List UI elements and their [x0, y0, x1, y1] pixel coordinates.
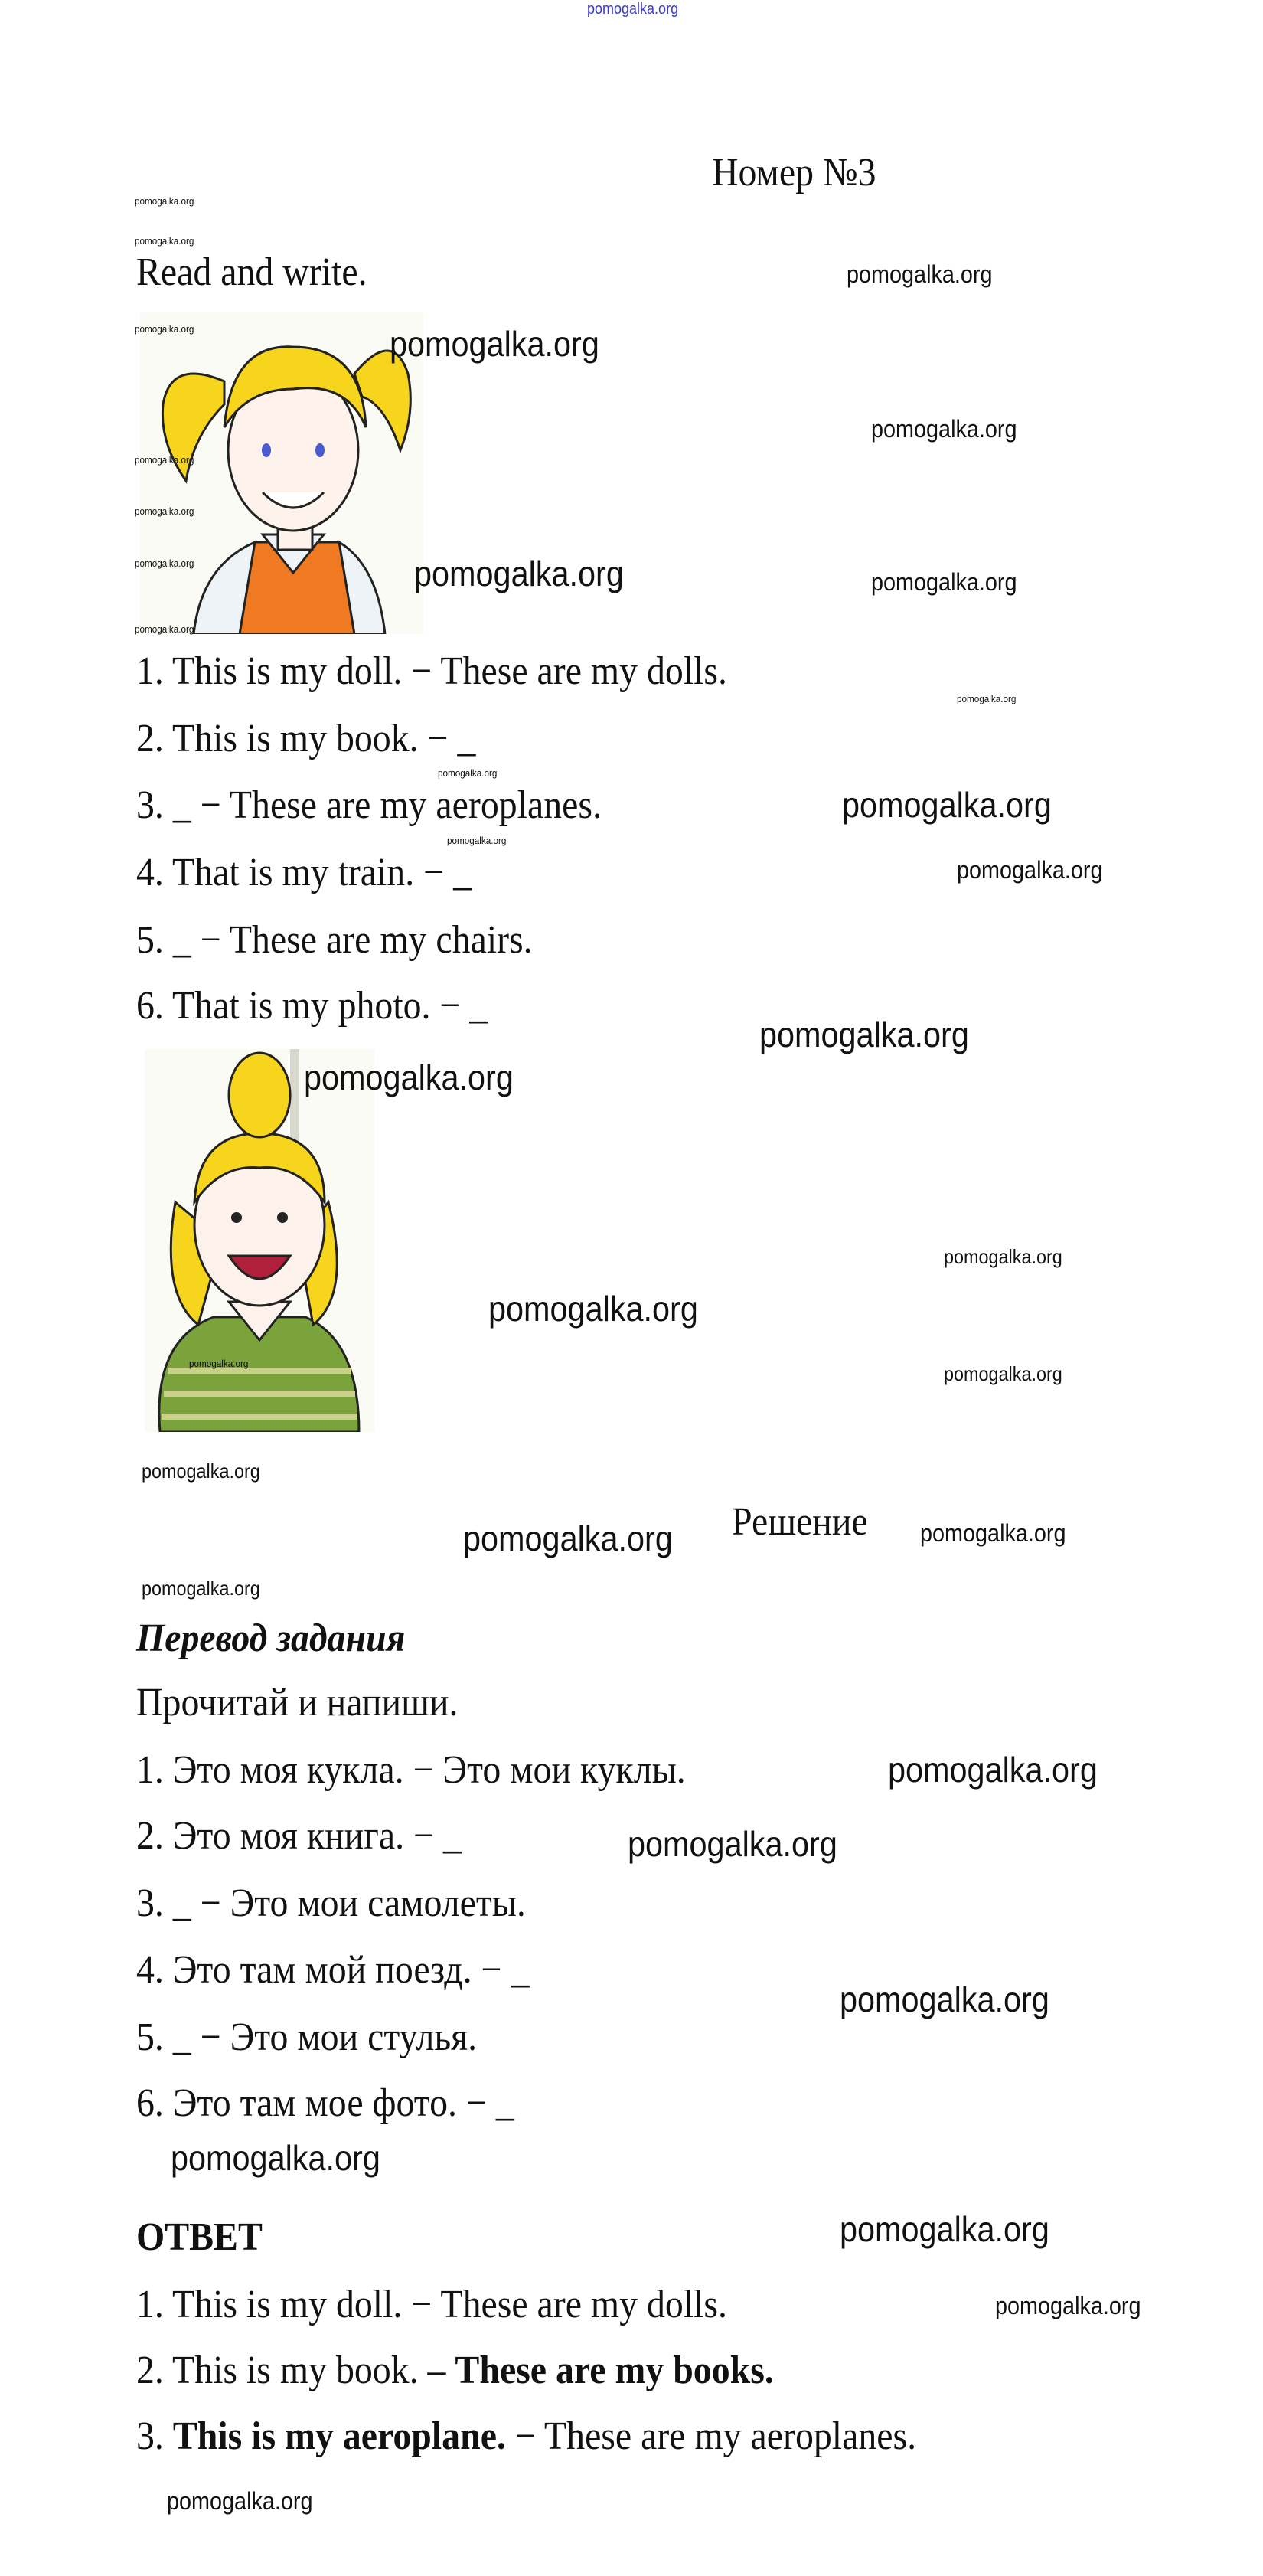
task-line-1: 1. This is my doll. − These are my dolls. [136, 649, 728, 693]
watermark: pomogalka.org [142, 1460, 260, 1483]
task-line-5: 5. _ − These are my chairs. [136, 918, 533, 962]
watermark: pomogalka.org [135, 557, 194, 569]
answer-3-prefix: 3. [136, 2414, 173, 2458]
watermark: pomogalka.org [920, 1519, 1066, 1547]
answer-line-1 [136, 2282, 727, 2328]
watermark: pomogalka.org [135, 235, 194, 247]
solution-title: Решение [732, 1500, 868, 1544]
watermark: pomogalka.org [447, 835, 507, 846]
watermark: pomogalka.org [135, 454, 194, 466]
answer-2-given: 2. This is my book. – [136, 2349, 455, 2392]
watermark: pomogalka.org [842, 785, 1052, 825]
translation-line-1: 1. Это моя кукла. − Это мои куклы. [136, 1748, 686, 1792]
translation-line-6: 6. Это там мое фото. − _ [136, 2081, 514, 2125]
translation-instruction: Прочитай и напиши. [136, 1681, 459, 1724]
watermark: pomogalka.org [628, 1824, 837, 1864]
answer-3-given: − These are my aeroplanes. [505, 2414, 917, 2458]
watermark: pomogalka.org [135, 623, 194, 635]
translation-line-2: 2. Это моя книга. − _ [136, 1814, 462, 1858]
task-instruction: Read and write. [136, 250, 367, 294]
watermark: pomogalka.org [840, 1979, 1049, 2019]
answer-1-text: 1. This is my doll. − These are my dolls. [136, 2283, 728, 2326]
task-line-2: 2. This is my book. − _ [136, 717, 476, 760]
watermark: pomogalka.org [759, 1015, 969, 1054]
answer-heading: ОТВЕТ [136, 2215, 263, 2259]
watermark: pomogalka.org [135, 323, 194, 335]
watermark: pomogalka.org [304, 1058, 514, 1097]
watermark: pomogalka.org [189, 1358, 249, 1369]
answer-line-2 [136, 2348, 774, 2394]
girl-pigtails-illustration [140, 312, 423, 634]
watermark: pomogalka.org [135, 505, 194, 517]
watermark: pomogalka.org [135, 195, 194, 207]
answer-line-3 [136, 2414, 916, 2460]
answer-3-solution: This is my aeroplane. [172, 2414, 506, 2458]
watermark: pomogalka.org [944, 1245, 1062, 1268]
watermark: pomogalka.org [167, 2487, 313, 2515]
watermark: pomogalka.org [171, 2138, 380, 2178]
translation-line-4: 4. Это там мой поезд. − _ [136, 1948, 530, 1992]
site-watermark-link[interactable]: pomogalka.org [587, 1, 679, 18]
watermark: pomogalka.org [995, 2292, 1141, 2319]
watermark: pomogalka.org [488, 1289, 698, 1329]
watermark: pomogalka.org [414, 554, 624, 593]
watermark: pomogalka.org [871, 568, 1017, 596]
watermark: pomogalka.org [463, 1518, 673, 1558]
watermark: pomogalka.org [840, 2209, 1049, 2249]
girl-ponytail-illustration [145, 1049, 374, 1432]
watermark: pomogalka.org [847, 260, 993, 288]
watermark: pomogalka.org [957, 693, 1017, 704]
task-line-6: 6. That is my photo. − _ [136, 984, 488, 1028]
page-title: Номер №3 [712, 151, 876, 195]
translation-line-5: 5. _ − Это мои стулья. [136, 2015, 478, 2059]
watermark: pomogalka.org [438, 767, 498, 779]
watermark: pomogalka.org [142, 1577, 260, 1600]
task-line-3: 3. _ − These are my aeroplanes. [136, 783, 602, 827]
watermark: pomogalka.org [888, 1750, 1098, 1790]
translation-line-3: 3. _ − Это мои самолеты. [136, 1881, 526, 1925]
watermark: pomogalka.org [871, 415, 1017, 443]
translation-heading: Перевод задания [136, 1617, 406, 1660]
watermark: pomogalka.org [944, 1362, 1062, 1385]
task-line-4: 4. That is my train. − _ [136, 851, 472, 894]
watermark: pomogalka.org [390, 324, 599, 364]
watermark: pomogalka.org [957, 856, 1103, 884]
answer-2-solution: These are my books. [455, 2349, 774, 2392]
